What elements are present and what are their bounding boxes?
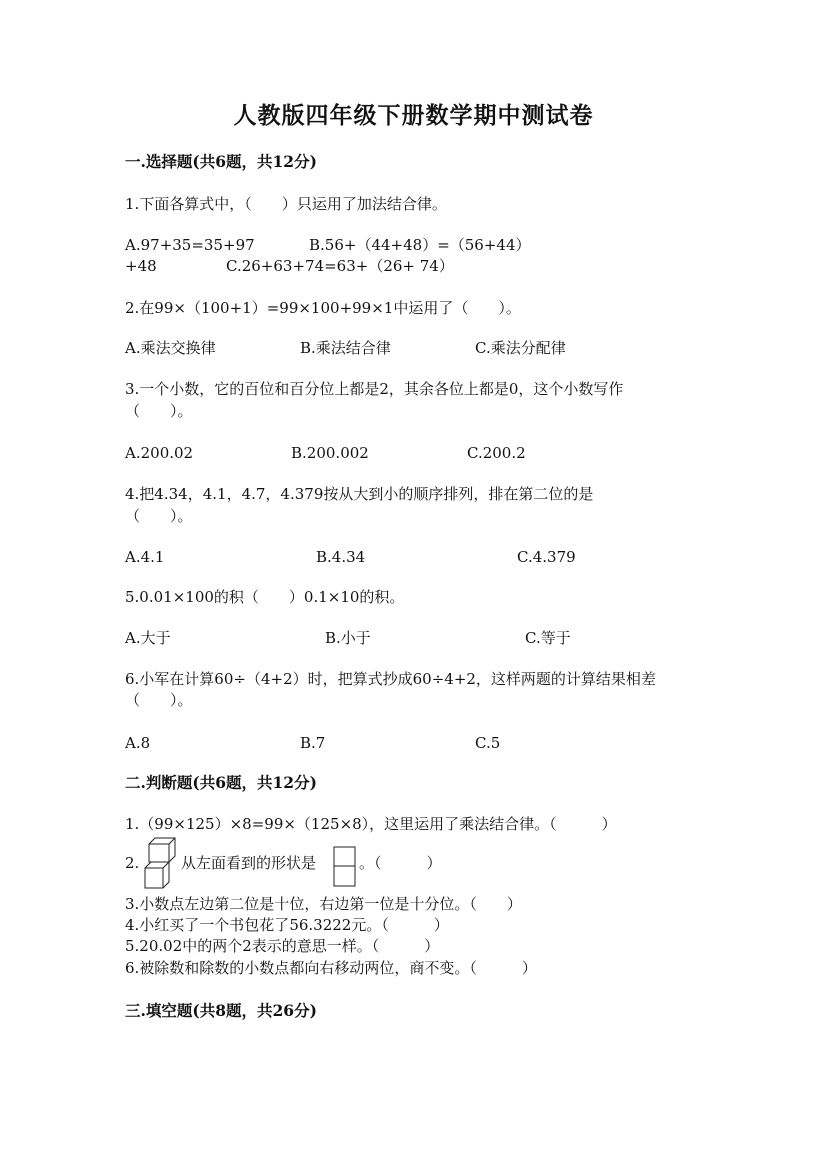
- q1-option-a: A.97+35=35+97: [125, 236, 255, 254]
- q1-option-b-continued: +48: [125, 257, 157, 275]
- q3-option-b: B.200.002: [291, 444, 369, 462]
- question-6-line-1: 6.小军在计算60÷（4+2）时，把算式抄成60÷4+2，这样两题的计算结果相差: [125, 670, 656, 688]
- question-5: 5.0.01×100的积（ ）0.1×10的积。: [125, 588, 405, 606]
- q2-option-b: B.乘法结合律: [300, 339, 391, 357]
- q3-option-a: A.200.02: [125, 444, 194, 462]
- judgement-1: 1.（99×125）×8=99×（125×8），这里运用了乘法结合律。（ ）: [125, 815, 617, 833]
- q5-option-c: C.等于: [525, 629, 571, 647]
- q6-option-b: B.7: [300, 734, 326, 752]
- q4-option-b: B.4.34: [316, 548, 366, 566]
- q1-option-c: C.26+63+74=63+（26+ 74）: [226, 257, 454, 275]
- judgement-3: 3.小数点左边第二位是十位，右边第一位是十分位。（ ）: [125, 895, 522, 913]
- q6-option-c: C.5: [475, 734, 501, 752]
- cube-stack-figure: [143, 836, 179, 890]
- section-heading-judgement: 二.判断题(共6题，共12分): [125, 773, 317, 792]
- q6-option-a: A.8: [125, 734, 151, 752]
- question-1: 1.下面各算式中，（ ）只运用了加法结合律。: [125, 195, 447, 213]
- q2-option-a: A.乘法交换律: [125, 339, 216, 357]
- section-heading-fill-blank: 三.填空题(共8题，共26分): [125, 1001, 317, 1020]
- judgement-2-bracket: 。（ ）: [359, 854, 442, 872]
- judgement-5: 5.20.02中的两个2表示的意思一样。（ ）: [125, 937, 440, 955]
- question-3-line-2: （ ）。: [125, 402, 193, 420]
- question-4-line-1: 4.把4.34，4.1，4.7，4.379按从大到小的顺序排列，排在第二位的是: [125, 485, 594, 503]
- question-3-line-1: 3.一个小数，它的百位和百分位上都是2，其余各位上都是0，这个小数写作: [125, 380, 624, 398]
- judgement-2-number: 2.: [125, 854, 140, 872]
- question-6-line-2: （ ）。: [125, 691, 193, 709]
- judgement-6: 6.被除数和除数的小数点都向右移动两位，商不变。（ ）: [125, 959, 537, 977]
- q3-option-c: C.200.2: [467, 444, 526, 462]
- section-heading-choice: 一.选择题(共6题，共12分): [125, 152, 317, 171]
- q4-option-a: A.4.1: [125, 548, 165, 566]
- question-4-line-2: （ ）。: [125, 507, 193, 525]
- left-view-figure: [333, 846, 357, 888]
- q5-option-a: A.大于: [125, 629, 171, 647]
- q2-option-c: C.乘法分配律: [475, 339, 566, 357]
- question-2: 2.在99×（100+1）=99×100+99×1中运用了（ ）。: [125, 299, 521, 317]
- page-title: 人教版四年级下册数学期中测试卷: [233, 102, 594, 129]
- judgement-4: 4.小红买了一个书包花了56.3222元。（ ）: [125, 916, 449, 934]
- q4-option-c: C.4.379: [517, 548, 576, 566]
- q5-option-b: B.小于: [325, 629, 371, 647]
- q1-option-b: B.56+（44+48）=（56+44）: [309, 236, 531, 254]
- judgement-2-text: 从左面看到的形状是: [181, 854, 317, 872]
